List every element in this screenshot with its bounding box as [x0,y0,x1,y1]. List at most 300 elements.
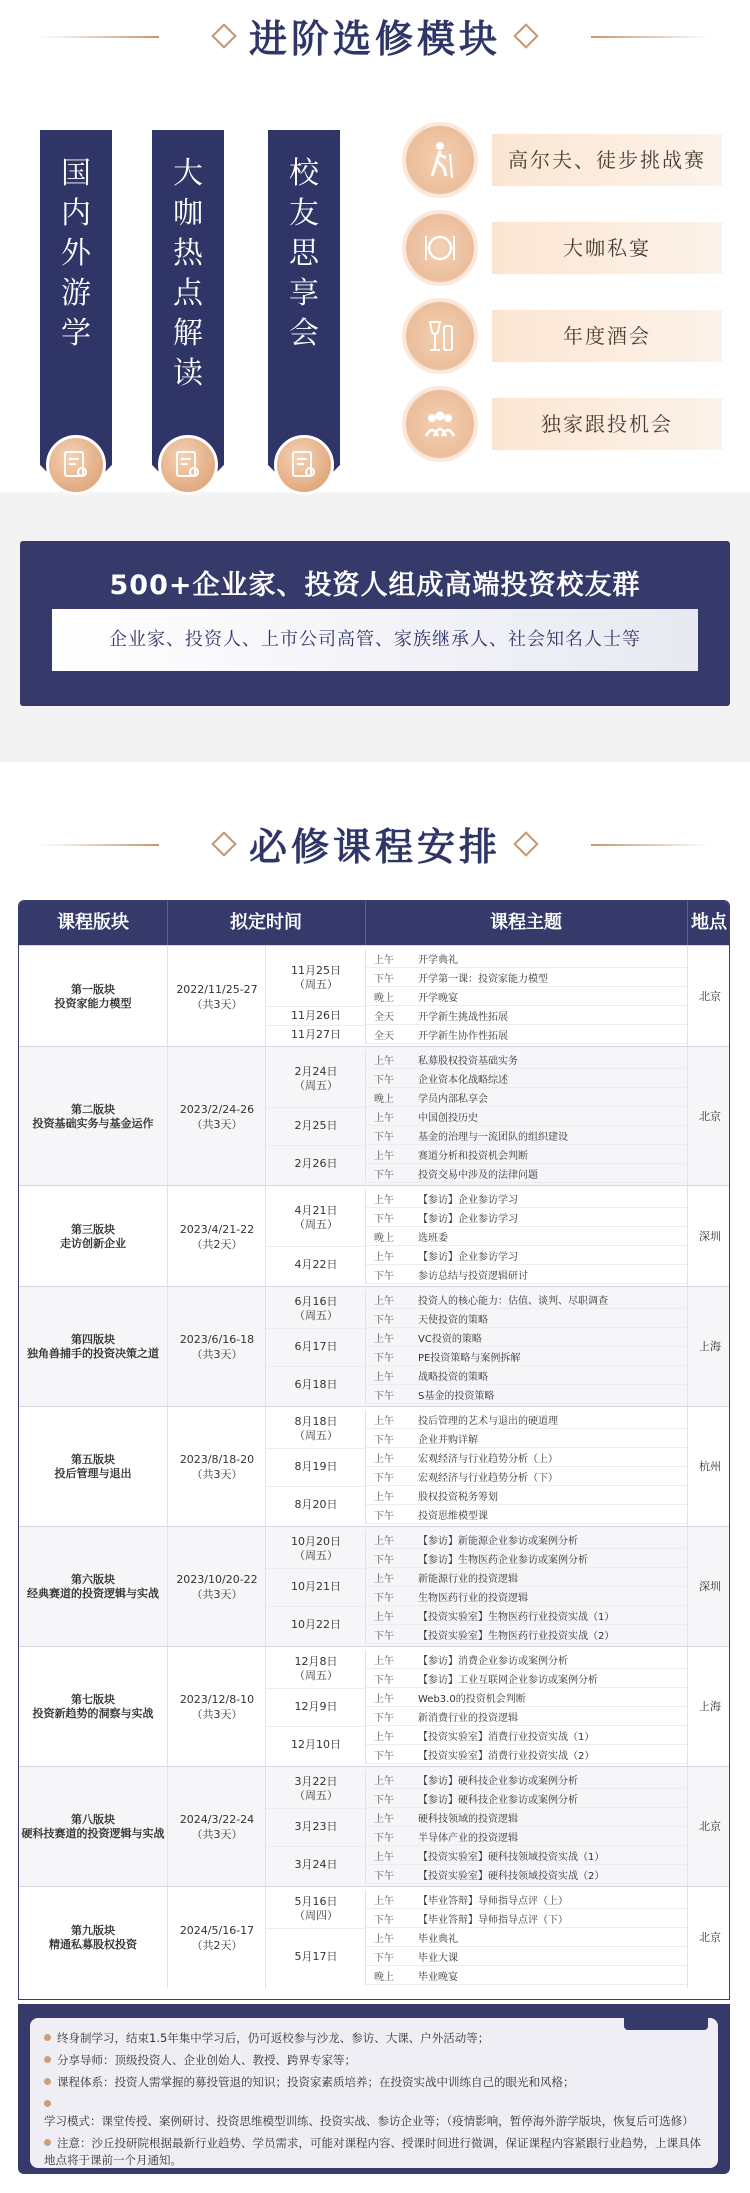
module-name [19,1103,167,1131]
module-date [167,1047,266,1186]
session-topic: 【投资实验室】生物医药行业投资实战（2） [418,1631,615,1642]
session-time: 上午 [374,955,394,966]
topic-rows [365,1410,688,1524]
session-time: 下午 [374,1391,394,1402]
module-name [19,1573,167,1601]
session-topic: 选班委 [418,1233,448,1244]
day-date: 5月16日 [294,1895,338,1908]
day-date: 11月27日 [291,1027,341,1041]
module-date [167,1647,266,1767]
banner-char: 享 [289,276,319,311]
session-topic: 投资人的核心能力：估值、谈判、尽职调查 [418,1296,608,1307]
day-week: （周五） [294,1669,338,1682]
table-row [366,968,688,987]
module-title: 投资基础实务与基金运作 [32,1116,154,1130]
day-date: 6月17日 [294,1340,338,1353]
session-time: 上午 [374,1113,394,1124]
table-row [366,1309,688,1328]
module-date-text [168,1222,266,1252]
document-icon [46,435,106,495]
table-row [366,1606,688,1625]
day-week: （周四） [294,1909,338,1922]
date-range: 2023/12/8-10 [179,1693,255,1706]
required-section-title: 必修课程安排 [0,816,750,871]
day-date: 10月20日 [291,1535,341,1548]
session-time: 下午 [374,1833,394,1844]
session-topic: VC投资的策略 [418,1334,482,1345]
session-time: 下午 [374,1751,394,1762]
module-title: 硬科技赛道的投资逻辑与实战 [21,1827,165,1840]
banner-char: 友 [289,196,319,231]
day-date: 6月18日 [294,1378,338,1391]
table-row [366,1208,688,1227]
table-row [366,1707,688,1726]
note-item [44,2030,704,2047]
day-week: （周五） [294,1217,338,1231]
note-item [44,2074,704,2091]
day-column [265,1647,366,1767]
session-topic: 新消费行业的投资逻辑 [418,1713,518,1724]
note-text: 学习模式：课堂传授、案例研讨、投资思维模型训练、投资实战、参访企业等；（疫情影响，暂停海外游学版块，恢复后可选修） [44,2114,694,2128]
header-time: 拟定时间 [167,901,366,945]
day-cell [266,1820,366,1834]
session-time: 上午 [374,1056,394,1067]
module-date-text [168,1572,266,1602]
feature-label: 高尔夫、徒步挑战赛 [492,134,722,186]
day-date: 8月18日 [294,1415,338,1428]
session-topic: 【投资实验室】消费行业投资实战（2） [418,1751,595,1762]
session-time: 上午 [374,1612,394,1623]
banner-label [40,154,112,354]
table-row [366,1069,688,1088]
table-block [19,1286,730,1407]
day-cell [266,1858,366,1872]
table-row [366,1505,688,1524]
session-topic: 毕业典礼 [418,1934,458,1945]
module-location: 杭州 [687,1407,730,1527]
module-date-text [168,1332,266,1362]
header-topic: 课程主题 [365,901,688,945]
session-topic: 投资交易中涉及的法律问题 [418,1170,538,1181]
header-module: 课程版块 [19,901,168,945]
banner-char: 思 [289,236,319,271]
day-separator [266,1726,366,1727]
module-name [19,1813,167,1841]
session-time: 下午 [374,1795,394,1806]
date-range: 2023/4/21-22 [179,1222,255,1236]
session-topic: 赛道分析和投资机会判断 [418,1151,528,1162]
day-date: 8月19日 [294,1460,338,1473]
module-title: 独角兽捕手的投资决策之道 [27,1347,159,1360]
session-time: 晚上 [374,993,394,1004]
day-cell [266,1378,366,1392]
banner-char: 咖 [173,196,203,231]
day-column [265,946,366,1047]
day-column [265,1527,366,1647]
table-row [366,1726,688,1745]
banner-label [152,154,224,394]
bullet-icon [44,2100,51,2107]
session-time: 晚上 [374,1972,394,1983]
day-separator [266,1246,366,1247]
session-time: 下午 [374,1473,394,1484]
module-date [167,1186,266,1287]
table-row [366,1448,688,1467]
session-time: 下午 [374,1170,394,1181]
module-date [167,1767,266,1887]
note-text: 课程体系：投资人需掌握的募投管退的知识；投资家素质培养；在投资实战中训练自己的眼光和风格； [57,2075,575,2089]
note-text: 终身制学习，结束1.5年集中学习后，仍可返校参与沙龙、参访、大课、户外活动等； [57,2031,490,2045]
session-time: 上午 [374,1492,394,1503]
session-topic: 【参访】企业参访学习 [418,1214,518,1225]
module-number: 第三版块 [71,1222,115,1236]
session-topic: 半导体产业的投资逻辑 [418,1833,518,1844]
session-topic: 【参访】工业互联网企业参访或案例分析 [418,1675,598,1686]
session-topic: 企业资本化战略综述 [418,1075,508,1086]
day-date: 2月26日 [294,1157,338,1170]
session-topic: 【参访】新能源企业参访或案例分析 [418,1536,578,1547]
table-row [366,1865,688,1884]
module-date-text [168,1923,266,1953]
date-range: 2023/10/20-22 [176,1573,258,1586]
table-row [366,1846,688,1865]
day-date: 6月16日 [294,1295,338,1308]
day-separator [266,1606,366,1607]
session-time: 下午 [374,1953,394,1964]
note-item [44,2052,704,2069]
bullet-icon [44,2139,51,2146]
day-column [265,1767,366,1887]
feature-co-investment [402,398,722,450]
alumni-title: 500+企业家、投资人组成高端投资校友群 [109,570,641,601]
table-row [366,1650,688,1669]
table-row [366,1808,688,1827]
table-row [366,1347,688,1366]
session-topic: 【参访】消费企业参访或案例分析 [418,1656,568,1667]
module-number: 第四版块 [71,1333,115,1346]
diamond-icon [513,831,538,856]
session-topic: 投资思维模型课 [418,1511,488,1522]
session-topic: 开学新生协作性拓展 [418,1031,508,1042]
session-time: 全天 [374,1012,394,1023]
topic-rows [365,1650,688,1764]
wine-icon [402,298,478,374]
session-time: 上午 [374,1776,394,1787]
day-cell [266,1775,366,1803]
day-separator [266,1145,366,1146]
session-time: 下午 [374,1075,394,1086]
day-separator [266,1688,366,1689]
duration: （共2天） [191,1938,243,1952]
session-time: 上午 [374,1814,394,1825]
table-row [366,1189,688,1208]
day-cell [266,1498,366,1512]
day-separator [266,1846,366,1847]
diamond-icon [211,831,236,856]
topic-rows [365,1770,688,1884]
table-row [366,1467,688,1486]
feature-label: 独家跟投机会 [492,398,722,450]
session-time: 上午 [374,1656,394,1667]
day-date: 4月22日 [294,1258,338,1271]
day-separator [266,1448,366,1449]
module-number: 第一版块 [71,982,115,996]
table-block [19,1526,730,1647]
diamond-icon [211,23,236,48]
module-title: 投后管理与退出 [54,1467,132,1480]
table-row [366,949,688,968]
day-cell [266,1738,366,1752]
bullet-icon [44,2078,51,2085]
session-topic: 【投资实验室】硬科技领域投资实战（2） [418,1871,605,1882]
day-date: 8月20日 [294,1498,338,1511]
table-row [366,1145,688,1164]
day-cell [266,1618,366,1632]
module-name [19,1453,167,1481]
banner-char: 点 [173,276,203,311]
day-date: 11月25日 [291,963,341,977]
session-time: 上午 [374,1852,394,1863]
date-range: 2023/8/18-20 [179,1453,255,1466]
topic-rows [365,1290,688,1404]
alumni-subtitle: 企业家、投资人、上市公司高管、家族继承人、社会知名人士等 [52,609,698,671]
table-row [366,1265,688,1284]
session-topic: 生物医药行业的投资逻辑 [418,1593,528,1604]
dining-icon [402,210,478,286]
day-date: 3月24日 [294,1858,338,1871]
session-topic: 开学新生挑战性拓展 [418,1012,508,1023]
table-row [366,1486,688,1505]
session-time: 上午 [374,1252,394,1263]
banner-char: 内 [61,196,91,231]
session-topic: 【参访】生物医药企业参访或案例分析 [418,1555,588,1566]
table-row [366,1328,688,1347]
table-row [366,987,688,1006]
feature-annual-gala [402,310,722,362]
day-cell [266,1950,366,1964]
session-topic: 参访总结与投资逻辑研讨 [418,1271,528,1282]
session-time: 下午 [374,974,394,985]
topic-rows [365,949,688,1044]
date-range: 2024/5/16-17 [179,1923,255,1937]
day-week: （周五） [294,1429,338,1442]
note-text: 分享导师：顶级投资人、企业创始人、教授、跨界专家等； [57,2053,356,2067]
date-range: 2023/6/16-18 [179,1333,255,1346]
module-date-text [168,1692,266,1722]
day-week: （周五） [294,1309,338,1322]
table-row [366,1246,688,1265]
table-row [366,1909,688,1928]
table-row [366,1366,688,1385]
session-topic: 宏观经济与行业趋势分析（下） [418,1473,558,1484]
module-name [19,1333,167,1361]
table-row [366,1530,688,1549]
session-topic: 开学第一课：投资家能力模型 [418,974,548,985]
table-row [366,1429,688,1448]
session-time: 上午 [374,1896,394,1907]
module-date [167,1287,266,1407]
session-time: 下午 [374,1132,394,1143]
table-row [366,1568,688,1587]
table-row [366,1290,688,1309]
session-topic: 【参访】企业参访学习 [418,1252,518,1263]
day-date: 2月24日 [294,1064,338,1078]
day-cell [266,1157,366,1171]
topic-rows [365,1189,688,1284]
session-time: 下午 [374,1214,394,1225]
group-icon [402,386,478,462]
day-cell [266,1065,366,1093]
day-date: 10月22日 [291,1618,341,1631]
table-row [366,1789,688,1808]
module-title: 投资家能力模型 [54,996,132,1010]
day-week: （周五） [294,1789,338,1802]
feature-label: 年度酒会 [492,310,722,362]
feature-label: 大咖私宴 [492,222,722,274]
session-topic: 中国创投历史 [418,1113,478,1124]
day-date: 2月25日 [294,1119,338,1132]
duration: （共3天） [191,1708,243,1721]
session-topic: 基金的治理与一流团队的组织建设 [418,1132,568,1143]
day-date: 12月8日 [294,1655,338,1668]
day-separator [266,1366,366,1367]
banner-char: 大 [173,156,203,191]
table-row [366,1107,688,1126]
module-date [167,1527,266,1647]
course-schedule-table [18,900,730,2000]
table-row [366,1966,688,1985]
session-time: 下午 [374,1871,394,1882]
banner-char: 国 [61,156,91,191]
table-row [366,1410,688,1429]
note-item [44,2096,704,2130]
document-icon [274,435,334,495]
table-row [366,1928,688,1947]
day-date: 10月21日 [291,1580,341,1593]
table-block [19,1646,730,1767]
day-date: 12月9日 [294,1700,338,1713]
elective-section-title: 进阶选修模块 [0,8,750,63]
table-block [19,945,730,1047]
day-cell [266,1535,366,1563]
session-topic: 【投资实验室】硬科技领域投资实战（1） [418,1852,605,1863]
module-title: 经典赛道的投资逻辑与实战 [27,1587,159,1600]
module-date-text [168,1452,266,1482]
day-cell [266,1204,366,1232]
table-row [366,1587,688,1606]
banner-study-tour [40,130,112,465]
day-cell [266,1119,366,1133]
module-date-text [168,1102,266,1132]
bullet-icon [44,2034,51,2041]
module-location: 深圳 [687,1186,730,1287]
table-row [366,1827,688,1846]
session-topic: 【参访】硬科技企业参访或案例分析 [418,1795,578,1806]
title-decoration-right [591,844,711,846]
day-cell [266,1580,366,1594]
day-week: （周五） [294,977,338,991]
module-name [19,1924,167,1952]
module-title: 走访创新企业 [60,1236,126,1250]
banner-char: 解 [173,316,203,351]
day-column [265,1287,366,1407]
table-block [19,1406,730,1527]
session-topic: 宏观经济与行业趋势分析（上） [418,1454,558,1465]
module-location: 北京 [687,1047,730,1186]
day-separator [266,1928,366,1929]
session-topic: Web3.0的投资机会判断 [418,1694,526,1705]
session-time: 上午 [374,1454,394,1465]
day-date: 5月17日 [294,1949,338,1963]
session-time: 上午 [374,1296,394,1307]
session-time: 上午 [374,1694,394,1705]
day-week: （周五） [294,1549,338,1562]
module-number: 第二版块 [71,1102,115,1116]
banner-expert-insight [152,130,224,465]
module-date [167,946,266,1047]
module-number: 第六版块 [71,1573,115,1586]
note-item [44,2135,704,2169]
session-topic: 【投资实验室】消费行业投资实战（1） [418,1732,595,1743]
module-location: 上海 [687,1287,730,1407]
day-separator [266,1808,366,1809]
session-topic: PE投资策略与案例拆解 [418,1353,521,1364]
day-cell [266,1460,366,1474]
header-location: 地点 [691,912,727,933]
table-row [366,1625,688,1644]
session-topic: 【投资实验室】生物医药行业投资实战（1） [418,1612,615,1623]
banner-char: 读 [173,356,203,391]
session-time: 下午 [374,1555,394,1566]
day-cell [266,1340,366,1354]
day-column [265,1047,366,1186]
banner-char: 热 [173,236,203,271]
date-range: 2022/11/25-27 [176,982,258,996]
session-time: 下午 [374,1353,394,1364]
session-topic: 硬科技领域的投资逻辑 [418,1814,518,1825]
date-range: 2023/2/24-26 [179,1102,255,1116]
day-cell [266,1655,366,1683]
session-topic: 私募股权投资基础实务 [418,1056,518,1067]
table-header [19,901,730,945]
session-topic: 【毕业答辩】导师指导点评（上） [418,1896,568,1907]
module-name [19,1223,167,1251]
duration: （共2天） [191,1237,243,1251]
notes-panel [18,2004,730,2174]
table-row [366,1890,688,1909]
duration: （共3天） [191,997,243,1011]
module-title: 投资新趋势的洞察与实战 [32,1707,154,1720]
module-location: 北京 [687,1887,730,1988]
table-row [366,1947,688,1966]
session-topic: 开学晚宴 [418,993,458,1004]
title-decoration-right [591,36,711,38]
session-topic: 战略投资的策略 [418,1372,488,1383]
module-date [167,1407,266,1527]
table-row [366,1050,688,1069]
day-date: 3月23日 [294,1820,338,1833]
hiker-icon [402,122,478,198]
session-time: 下午 [374,1631,394,1642]
table-row [366,1688,688,1707]
session-time: 下午 [374,1511,394,1522]
day-date: 11月26日 [291,1008,341,1022]
day-separator [266,1006,366,1007]
day-date: 12月10日 [291,1738,341,1751]
banner-char: 会 [289,316,319,351]
title-decoration-left [39,36,159,38]
module-location: 北京 [687,946,730,1047]
